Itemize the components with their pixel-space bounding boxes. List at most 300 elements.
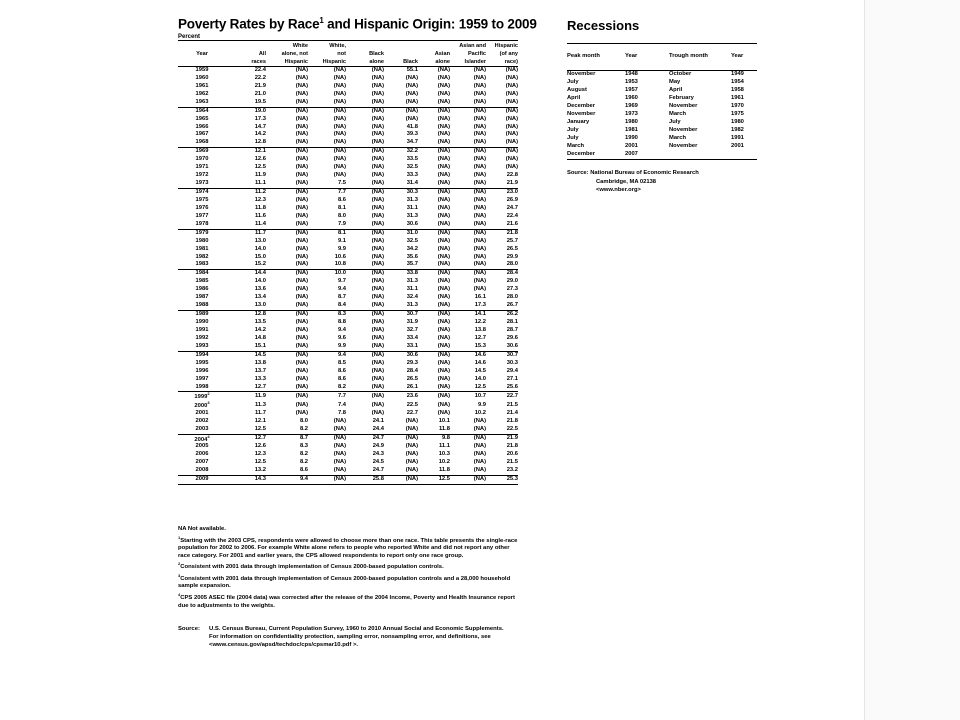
rate-cell: (NA): [295, 212, 308, 219]
table-row: [178, 91, 518, 99]
recession-cell: 2001: [625, 143, 638, 150]
rate-cell: 8.1: [337, 204, 346, 211]
rate-cell: (NA): [295, 123, 308, 130]
rate-cell: (NA): [371, 383, 384, 390]
rate-cell: (NA): [333, 131, 346, 138]
rate-cell: (NA): [505, 66, 518, 73]
rate-cell: 11.8: [255, 204, 266, 211]
rate-cell: (NA): [333, 425, 346, 432]
rate-cell: (NA): [295, 319, 308, 326]
recessions-source-line1: National Bureau of Economic Research: [590, 170, 699, 176]
rate-cell: (NA): [437, 172, 450, 179]
rate-cell: 33.4: [406, 334, 418, 341]
rate-cell: 16.1: [474, 294, 486, 301]
rate-cell: 29.9: [506, 253, 518, 260]
recessions-source-label: Source:: [567, 170, 589, 176]
rate-cell: (NA): [384, 476, 418, 485]
rate-cell: (NA): [371, 212, 384, 219]
year-cell: [178, 246, 226, 254]
year-value: 1973: [195, 180, 209, 187]
rate-cell: 29.0: [506, 278, 518, 285]
rate-cell: 15.1: [254, 342, 266, 349]
rate-cell: (NA): [473, 204, 486, 211]
rate-cell: (NA): [346, 351, 384, 359]
rate-cell: (NA): [333, 98, 346, 105]
recession-row: [567, 87, 757, 95]
rate-cell: (NA): [266, 188, 308, 196]
year-cell: [178, 335, 226, 343]
rate-cell: (NA): [333, 459, 346, 466]
table-row: [178, 294, 518, 302]
footnote: [178, 526, 518, 534]
year-value: 1993: [195, 342, 209, 349]
rate-cell: (NA): [295, 115, 308, 122]
rate-cell: 13.8: [254, 359, 266, 366]
rate-cell: (NA): [450, 107, 486, 115]
rate-cell: 9.4: [337, 326, 346, 333]
rate-cell: 14.2: [254, 131, 266, 138]
rate-cell: 21.6: [506, 220, 518, 227]
rate-cell: (NA): [333, 443, 346, 450]
rate-cell: 22.4: [254, 66, 266, 73]
table-row: [178, 270, 518, 278]
year-cell: [178, 376, 226, 384]
rate-cell: 20.6: [506, 451, 518, 458]
rate-cell: 28.0: [506, 261, 518, 268]
recession-row: [567, 111, 757, 119]
rate-cell: (NA): [333, 82, 346, 89]
rate-cell: (NA): [473, 98, 486, 105]
column-header: Black: [369, 51, 384, 57]
rate-cell: 32.4: [406, 294, 418, 301]
rate-cell: 21.5: [506, 459, 518, 466]
recession-cell: 1954: [731, 79, 744, 86]
table-row: [178, 418, 518, 426]
rate-cell: (NA): [505, 156, 518, 163]
rate-cell: (NA): [333, 156, 346, 163]
footnote: [178, 591, 518, 610]
recession-cell: 1980: [625, 119, 638, 126]
rate-cell: 8.2: [299, 459, 308, 466]
rate-cell: 32.5: [406, 237, 418, 244]
document-title: [178, 16, 537, 32]
rate-cell: (NA): [371, 164, 384, 171]
rate-cell: 24.9: [372, 443, 384, 450]
table-row: [178, 75, 518, 83]
rate-cell: 29.3: [406, 359, 418, 366]
rate-cell: (NA): [371, 401, 384, 408]
year-value: 1983: [195, 261, 209, 268]
rate-cell: 11.9: [226, 392, 266, 401]
rate-cell: 24.7: [372, 467, 384, 474]
rate-cell: (NA): [473, 417, 486, 424]
rate-cell: 26.5: [406, 375, 418, 382]
recession-cell: 1990: [625, 135, 638, 142]
rate-cell: (NA): [295, 286, 308, 293]
table-row: [178, 238, 518, 246]
rate-cell: 25.3: [486, 476, 518, 485]
rate-cell: (NA): [473, 278, 486, 285]
rate-cell: (NA): [308, 148, 346, 156]
rate-cell: 14.0: [254, 245, 266, 252]
rate-cell: (NA): [473, 131, 486, 138]
rate-cell: (NA): [295, 172, 308, 179]
rate-cell: (NA): [437, 204, 450, 211]
year-value: 1963: [195, 98, 209, 105]
recessions-title: Recessions: [567, 18, 640, 33]
rate-cell: (NA): [437, 139, 450, 146]
year-value: 1990: [195, 319, 209, 326]
rate-cell: 22.8: [506, 172, 518, 179]
recession-cell: 1980: [731, 119, 744, 126]
table-row: [178, 278, 518, 286]
rate-cell: 8.8: [337, 319, 346, 326]
table-row: [178, 327, 518, 335]
rate-cell: (NA): [371, 253, 384, 260]
title-footnote-marker: 1: [319, 16, 324, 25]
rate-cell: (NA): [333, 90, 346, 97]
rate-cell: (NA): [418, 270, 450, 278]
rate-cell: 30.6: [406, 220, 418, 227]
rate-cell: (NA): [418, 148, 450, 156]
table-row: [178, 253, 518, 261]
rate-cell: (NA): [308, 476, 346, 485]
rate-cell: (NA): [437, 66, 450, 73]
year-value: 1986: [195, 286, 209, 293]
rate-cell: (NA): [295, 261, 308, 268]
table-row: [178, 426, 518, 434]
rate-cell: 31.0: [384, 229, 418, 237]
rate-cell: (NA): [450, 476, 486, 485]
rate-cell: (NA): [346, 270, 384, 278]
rate-cell: 11.1: [255, 180, 266, 187]
rate-cell: (NA): [418, 392, 450, 401]
rate-cell: 10.8: [334, 261, 346, 268]
year-value: 1981: [195, 245, 209, 252]
recession-cell: 1973: [625, 111, 638, 118]
rate-cell: (NA): [295, 342, 308, 349]
rate-cell: 17.3: [254, 115, 266, 122]
rate-cell: 25.7: [506, 237, 518, 244]
year-value: 1961: [195, 82, 209, 89]
recession-cell: April: [669, 87, 683, 94]
table-row: [178, 148, 518, 156]
recession-cell: [669, 151, 731, 160]
table-row: [178, 286, 518, 294]
year-cell: [178, 311, 226, 319]
rate-cell: (NA): [371, 342, 384, 349]
rate-cell: (NA): [371, 245, 384, 252]
column-header: White: [266, 41, 308, 50]
table-row: [178, 376, 518, 384]
year-value: 1972: [195, 172, 209, 179]
rate-cell: 14.3: [226, 476, 266, 485]
rate-cell: (NA): [371, 409, 384, 416]
rate-cell: (NA): [437, 401, 450, 408]
table-row: [178, 172, 518, 180]
rate-cell: 24.1: [372, 417, 384, 424]
rate-cell: (NA): [295, 156, 308, 163]
rate-cell: 9.7: [337, 278, 346, 285]
recession-cell: February: [669, 95, 694, 102]
rate-cell: 14.7: [254, 123, 266, 130]
table-row: [178, 368, 518, 376]
rate-cell: (NA): [437, 294, 450, 301]
rate-cell: (NA): [505, 164, 518, 171]
rate-cell: (NA): [450, 188, 486, 196]
rate-cell: 33.3: [406, 172, 418, 179]
rate-cell: 55.1: [406, 66, 418, 73]
rate-cell: 13.6: [254, 286, 266, 293]
rate-cell: (NA): [266, 270, 308, 278]
rate-cell: 30.3: [384, 188, 418, 196]
rate-cell: 19.0: [226, 107, 266, 115]
recession-cell: November: [567, 111, 596, 118]
recession-row: [567, 127, 757, 135]
year-value: 1969: [195, 148, 209, 155]
footnote: [178, 572, 518, 591]
rate-cell: (NA): [505, 115, 518, 122]
rate-cell: 30.6: [384, 351, 418, 359]
recession-cell: 1958: [731, 87, 744, 94]
rate-cell: (NA): [371, 375, 384, 382]
column-header: Hispanic: [486, 41, 518, 50]
recession-cell: 2001: [731, 143, 744, 150]
rate-cell: (NA): [371, 367, 384, 374]
rate-cell: 9.4: [266, 476, 308, 485]
year-value: 1987: [195, 294, 209, 301]
rate-cell: 31.3: [406, 302, 418, 309]
rate-cell: (NA): [266, 311, 308, 319]
rate-cell: 22.2: [254, 74, 266, 81]
year-cell: [178, 401, 226, 410]
rate-cell: (NA): [437, 334, 450, 341]
rate-cell: 11.6: [255, 212, 266, 219]
rate-cell: (NA): [295, 82, 308, 89]
rate-cell: 22.7: [486, 392, 518, 401]
rate-cell: 11.7: [226, 229, 266, 237]
footnote: [178, 534, 518, 561]
rate-cell: 14.6: [474, 359, 486, 366]
recession-cell: 1969: [625, 103, 638, 110]
rate-cell: (NA): [371, 90, 384, 97]
rate-cell: 30.3: [506, 359, 518, 366]
rate-cell: 14.6: [450, 351, 486, 359]
year-value: 1989: [195, 311, 209, 318]
rate-cell: 12.6: [254, 156, 266, 163]
rate-cell: (NA): [346, 229, 384, 237]
rate-cell: 13.0: [254, 302, 266, 309]
rate-cell: 39.3: [406, 131, 418, 138]
column-header: [346, 41, 384, 50]
rate-cell: (NA): [437, 359, 450, 366]
footnote: [178, 560, 518, 572]
rate-cell: 10.0: [308, 270, 346, 278]
year-value: 1995: [195, 359, 209, 366]
rate-cell: 41.8: [406, 123, 418, 130]
year-value: 2006: [195, 451, 209, 458]
rate-cell: 22.4: [506, 212, 518, 219]
rate-cell: 21.8: [486, 229, 518, 237]
rate-cell: 9.9: [477, 401, 486, 408]
rate-cell: (NA): [505, 90, 518, 97]
rate-cell: (NA): [437, 220, 450, 227]
table-row: [178, 229, 518, 237]
column-header: [418, 41, 450, 50]
year-cell: [178, 116, 226, 124]
year-cell: [178, 123, 226, 131]
column-header: not: [337, 51, 346, 57]
title-text-after: and Hispanic Origin: 1959 to 2009: [323, 16, 537, 32]
rate-cell: (NA): [295, 180, 308, 187]
rate-cell: 31.1: [406, 204, 418, 211]
rate-cell: 14.0: [474, 375, 486, 382]
rate-cell: 8.3: [308, 311, 346, 319]
table-row: [178, 99, 518, 107]
year-value: 2002: [195, 417, 209, 424]
rate-cell: (NA): [371, 278, 384, 285]
rate-cell: 10.7: [450, 392, 486, 401]
rate-cell: (NA): [473, 139, 486, 146]
rate-cell: 9.9: [337, 342, 346, 349]
rate-cell: (NA): [371, 261, 384, 268]
year-cell: [178, 197, 226, 205]
recession-cell: July: [567, 79, 579, 86]
recessions-source: [567, 169, 767, 195]
rate-cell: 34.2: [406, 245, 418, 252]
table-row: [178, 83, 518, 91]
rate-cell: (NA): [371, 220, 384, 227]
footnote-text: CPS 2005 ASEC file (2004 data) was corrected after the release of the 2004 Income, Poverty and Health Insurance report due to adjustments to the weights.: [178, 595, 515, 609]
footnote-text: Starting with the 2003 CPS, respondents were allowed to choose more than one race. This table presents the single-race population for 2002 to 2006. For example White alone refers to people who reported White and did not report any other race category. For 2001 and earlier years, the CPS allowed respondents to report only one race group.: [178, 537, 518, 559]
rate-cell: (NA): [450, 434, 486, 443]
rate-cell: 14.2: [254, 326, 266, 333]
column-header: race): [486, 58, 518, 67]
rate-cell: (NA): [295, 367, 308, 374]
rate-cell: (NA): [405, 90, 418, 97]
rate-cell: (NA): [505, 98, 518, 105]
rate-cell: 11.3: [255, 401, 266, 408]
rate-cell: (NA): [437, 367, 450, 374]
recession-row: [567, 95, 757, 103]
rate-cell: (NA): [437, 326, 450, 333]
year-cell: [178, 139, 226, 147]
recession-cell: 1948: [625, 71, 638, 78]
year-cell: [178, 294, 226, 302]
rate-cell: (NA): [384, 434, 418, 443]
rate-cell: (NA): [437, 342, 450, 349]
table-row: [178, 246, 518, 254]
rate-cell: (NA): [295, 409, 308, 416]
table-row: [178, 443, 518, 451]
rate-cell: (NA): [371, 180, 384, 187]
year-value: 1982: [195, 253, 209, 260]
rate-cell: (NA): [405, 443, 418, 450]
rate-cell: (NA): [371, 131, 384, 138]
rate-cell: (NA): [473, 237, 486, 244]
year-value: 2001: [195, 409, 209, 416]
footnote-text: Consistent with 2001 data through implementation of Census 2000-based population controls.: [180, 564, 444, 571]
table-row: [178, 319, 518, 327]
footnote-marker: 1: [178, 534, 181, 540]
rate-cell: (NA): [450, 229, 486, 237]
recession-cell: [731, 151, 757, 160]
rate-cell: 21.9: [486, 434, 518, 443]
recessions-column-header: Year: [625, 44, 669, 71]
rate-cell: (NA): [333, 451, 346, 458]
rate-cell: (NA): [505, 123, 518, 130]
year-cell: [178, 286, 226, 294]
rate-cell: 24.7: [346, 434, 384, 443]
rate-cell: (NA): [266, 351, 308, 359]
rate-cell: (NA): [371, 82, 384, 89]
rate-cell: (NA): [371, 156, 384, 163]
year-cell: [178, 148, 226, 156]
rate-cell: 8.0: [337, 212, 346, 219]
rate-cell: 31.3: [406, 278, 418, 285]
year-value: 2000: [194, 403, 208, 410]
rate-cell: 14.5: [226, 351, 266, 359]
rate-cell: (NA): [405, 82, 418, 89]
rate-cell: (NA): [371, 204, 384, 211]
table-row: [178, 383, 518, 391]
rate-cell: (NA): [473, 90, 486, 97]
table-row: [178, 467, 518, 475]
year-cell: [178, 221, 226, 229]
table-row: [178, 351, 518, 359]
rate-cell: (NA): [405, 115, 418, 122]
source-label: Source:: [178, 626, 200, 632]
rate-cell: (NA): [295, 66, 308, 73]
table-row: [178, 205, 518, 213]
rate-cell: 12.1: [226, 148, 266, 156]
header-row-middle: [178, 49, 518, 57]
year-cell: [178, 107, 226, 115]
table-row: [178, 459, 518, 467]
column-header: Asian: [434, 51, 450, 57]
year-cell: [178, 188, 226, 196]
rate-cell: (NA): [473, 467, 486, 474]
year-cell: [178, 156, 226, 164]
rate-cell: (NA): [473, 212, 486, 219]
rate-cell: (NA): [437, 115, 450, 122]
rate-cell: 33.8: [384, 270, 418, 278]
rate-cell: 22.7: [406, 409, 418, 416]
rate-cell: 29.4: [506, 367, 518, 374]
rate-cell: (NA): [473, 164, 486, 171]
year-value: 1994: [195, 351, 209, 358]
year-cell: [178, 99, 226, 107]
rate-cell: 11.1: [439, 443, 450, 450]
recession-row: [567, 71, 757, 80]
year-value: 1999: [194, 394, 208, 401]
rate-cell: (NA): [437, 409, 450, 416]
year-value: 1959: [195, 66, 209, 73]
rate-cell: 12.5: [254, 164, 266, 171]
rate-cell: 11.2: [226, 188, 266, 196]
rate-cell: (NA): [295, 220, 308, 227]
rate-cell: 35.7: [406, 261, 418, 268]
rate-cell: 11.8: [439, 467, 450, 474]
year-value: 1974: [195, 189, 209, 196]
rate-cell: (NA): [437, 237, 450, 244]
column-header: White,: [308, 41, 346, 50]
rate-cell: (NA): [295, 383, 308, 390]
table-row: [178, 343, 518, 351]
rate-cell: 8.6: [337, 196, 346, 203]
column-header: Asian and: [450, 41, 486, 50]
rate-cell: 12.7: [474, 334, 486, 341]
